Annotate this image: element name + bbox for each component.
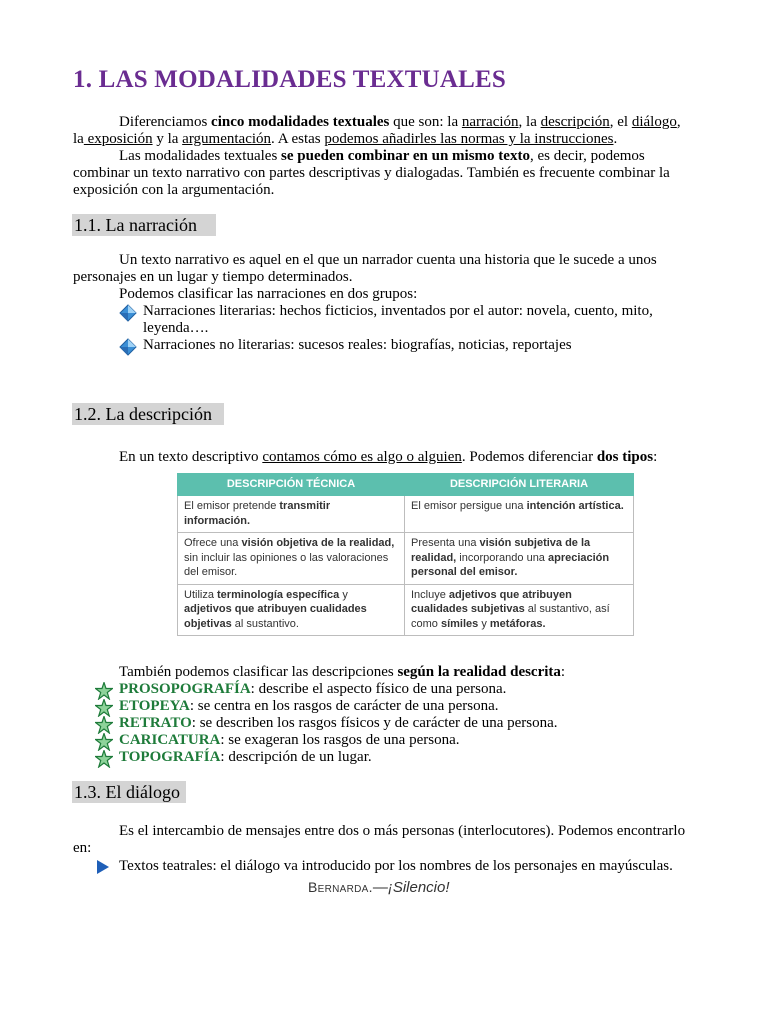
bold-text: símiles <box>440 617 479 630</box>
bold-text: cinco modalidades textuales <box>211 114 390 130</box>
term-description: : describe el aspecto físico de una persona. <box>250 681 507 697</box>
list-item <box>119 749 689 766</box>
bold-text: visión objetiva de la realidad, <box>241 537 395 549</box>
text: El emisor pretende <box>184 500 280 512</box>
text: al sustantivo. <box>231 617 299 630</box>
list-item-text: Textos teatrales: el diálogo va introducido por los nombres de los personajes en mayúsculas. <box>119 858 673 874</box>
text: incorporando una <box>456 551 548 564</box>
diamond-icon <box>119 338 137 356</box>
bold-text: según la realidad descrita <box>397 664 561 680</box>
table-cell <box>178 496 405 533</box>
text: Utiliza <box>184 588 218 601</box>
text: , es decir, podemos combinar un texto narrativo con partes descriptivas y dialogadas. También es frecuente combinar la exposición con la argumentación. <box>73 148 670 198</box>
list-item-text: Narraciones no literarias: sucesos reales: biografías, noticias, reportajes <box>143 337 572 353</box>
text: Podemos clasificar las narraciones en dos grupos: <box>119 286 418 302</box>
text: . A estas <box>271 130 325 147</box>
list-item <box>119 858 689 875</box>
underlined-text: diálogo <box>631 114 677 130</box>
section-heading-descripcion: 1.2. La descripción <box>72 403 224 425</box>
table-cell <box>405 533 634 585</box>
character-name: Bernarda. <box>308 879 373 895</box>
underlined-text: descripción <box>540 114 610 130</box>
bold-text: adjetivos que atribuyen cualidades objetivas <box>184 603 367 630</box>
term: CARICATURA <box>119 732 221 748</box>
table-row <box>178 584 634 636</box>
list-item <box>119 681 689 698</box>
underlined-text: exposición <box>83 130 153 147</box>
text: . Podemos diferenciar <box>461 449 597 465</box>
table-row <box>178 533 634 585</box>
star-icon <box>95 733 113 751</box>
text: al sustantivo, así como <box>411 603 610 630</box>
table-cell <box>178 584 405 636</box>
text: Incluye <box>411 588 449 601</box>
star-icon <box>95 699 113 717</box>
dialogo-paragraph-1 <box>73 823 693 857</box>
text: Las modalidades textuales <box>119 148 282 164</box>
table-header-literaria: DESCRIPCIÓN LITERARIA <box>405 474 634 496</box>
text: El emisor persigue una <box>411 500 527 512</box>
term: TOPOGRAFÍA <box>119 749 221 765</box>
dialogue-line: ¡Silencio! <box>387 879 450 896</box>
bold-text: visión subjetiva de la realidad, <box>411 537 591 564</box>
bold-text: metáforas. <box>489 617 546 630</box>
text: Presenta una <box>411 537 480 549</box>
triangle-arrow-icon <box>95 859 111 875</box>
term: RETRATO <box>119 715 192 731</box>
bold-text: dos tipos <box>596 449 654 465</box>
text: Diferenciamos <box>119 114 212 130</box>
term-description: : se exageran los rasgos de una persona. <box>220 732 460 748</box>
underlined-text: contamos cómo es algo o alguien <box>262 449 462 465</box>
intro-paragraph-2 <box>73 148 693 198</box>
text: y <box>478 617 490 630</box>
text: Ofrece una <box>184 537 242 549</box>
section-heading-dialogo: 1.3. El diálogo <box>72 781 186 803</box>
diamond-icon <box>119 304 137 322</box>
text: que son: la <box>389 114 462 130</box>
text: y la <box>152 130 183 147</box>
table-header-tecnica: DESCRIPCIÓN TÉCNICA <box>178 474 405 496</box>
dialogue-example <box>308 879 450 896</box>
text: sin incluir las opiniones o las valoraciones del emisor. <box>184 551 389 578</box>
list-item <box>143 303 713 337</box>
bold-text: se pueden combinar en un mismo texto <box>281 148 530 164</box>
list-item <box>143 337 713 354</box>
page-title: 1. LAS MODALIDADES TEXTUALES <box>73 66 507 93</box>
text: : <box>560 664 566 680</box>
list-item-text: Narraciones literarias: hechos ficticios, inventados por el autor: novela, cuento, mito, leyenda…. <box>143 303 653 336</box>
term: PROSOPOGRAFÍA <box>119 681 251 697</box>
term-description: : descripción de un lugar. <box>220 749 372 765</box>
list-item <box>119 698 689 715</box>
dialogue-dash: — <box>372 879 388 896</box>
term: ETOPEYA <box>119 698 190 714</box>
narracion-paragraph-2 <box>73 286 693 303</box>
list-item <box>119 715 689 732</box>
table-row <box>178 496 634 533</box>
list-item <box>119 732 689 749</box>
section-heading-narracion: 1.1. La narración <box>72 214 216 236</box>
bold-text: adjetivos que atribuyen cualidades subjetivas <box>411 588 572 615</box>
underlined-text: argumentación <box>182 130 272 147</box>
bold-text: terminología específica <box>217 588 340 601</box>
text: En un texto descriptivo <box>119 449 263 465</box>
text: Un texto narrativo es aquel en el que un narrador cuenta una historia que le sucede a unos personajes en un lugar y tiempo determinados. <box>73 252 657 285</box>
text: , la <box>518 114 541 130</box>
descripcion-paragraph-2 <box>73 664 693 681</box>
table-cell <box>405 584 634 636</box>
table-cell <box>405 496 634 533</box>
star-icon <box>95 682 113 700</box>
term-description: : se centra en los rasgos de carácter de una persona. <box>189 698 499 714</box>
underlined-text: podemos añadirles las normas y la instrucciones <box>324 130 614 147</box>
table-header-row <box>178 474 634 496</box>
text: Es el intercambio de mensajes entre dos o más personas (interlocutores). Podemos encontrarlo en: <box>73 823 686 856</box>
table-cell <box>178 533 405 585</box>
text: y <box>339 588 348 601</box>
bold-text: apreciación personal del emisor. <box>411 551 610 578</box>
term-description: : se describen los rasgos físicos y de carácter de una persona. <box>191 715 558 731</box>
underlined-text: narración <box>461 114 519 130</box>
text: También podemos clasificar las descripciones <box>119 664 398 680</box>
bold-text: transmitir información. <box>184 500 331 527</box>
text: , el <box>609 114 632 130</box>
bold-text: intención artística. <box>526 500 624 512</box>
star-icon <box>95 750 113 768</box>
descripcion-paragraph-1 <box>73 449 693 466</box>
narracion-paragraph-1 <box>73 252 693 286</box>
text: , la <box>73 114 681 147</box>
text: . <box>613 130 618 147</box>
description-types-table <box>177 473 634 636</box>
text: : <box>653 449 658 465</box>
star-icon <box>95 716 113 734</box>
intro-paragraph-1 <box>73 114 693 148</box>
